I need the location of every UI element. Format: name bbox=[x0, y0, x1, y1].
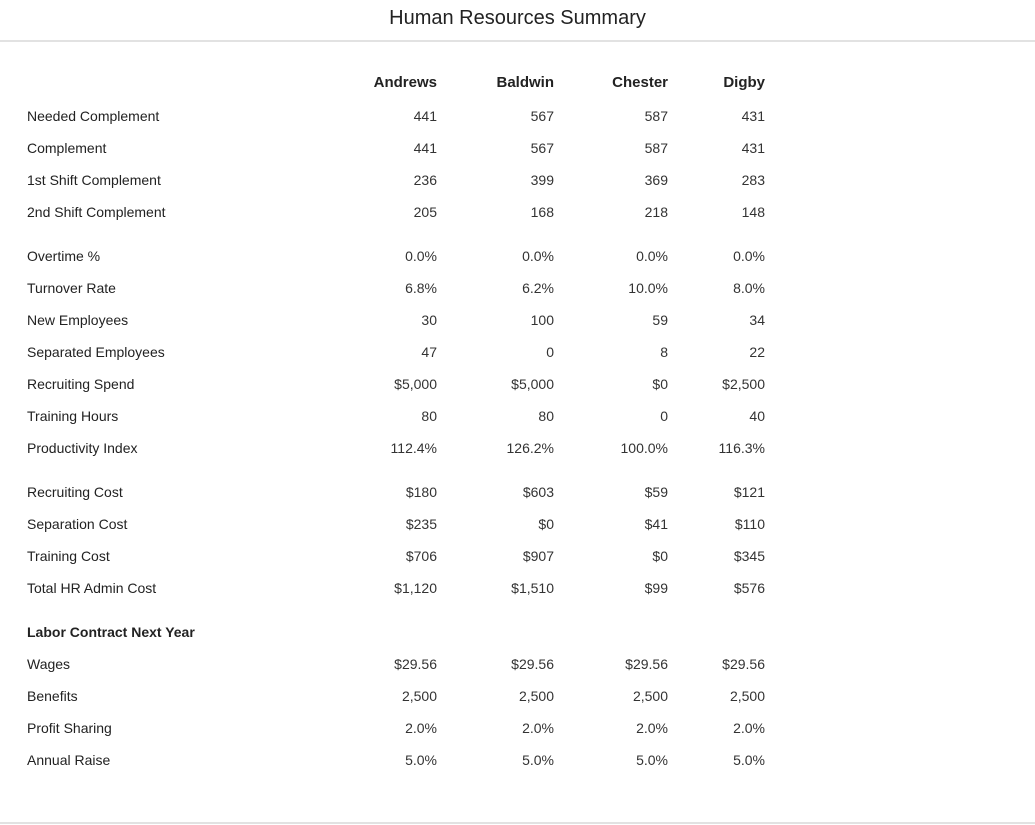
row-productivity-index bbox=[0, 438, 1035, 458]
cell-baldwin: 5.0% bbox=[522, 752, 554, 768]
cell-chester: 5.0% bbox=[636, 752, 668, 768]
cell-chester: 587 bbox=[644, 108, 668, 124]
cell-andrews: 47 bbox=[421, 344, 437, 360]
cell-andrews: $235 bbox=[405, 516, 437, 532]
cell-digby: 2,500 bbox=[729, 688, 765, 704]
row-label: New Employees bbox=[27, 312, 129, 328]
cell-chester: 587 bbox=[644, 140, 668, 156]
cell-digby: 5.0% bbox=[733, 752, 765, 768]
cell-baldwin: $0 bbox=[538, 516, 554, 532]
cell-chester: $99 bbox=[644, 580, 668, 596]
page-title: Human Resources Summary bbox=[389, 7, 646, 29]
column-header-baldwin: Baldwin bbox=[496, 74, 554, 91]
row-label: 2nd Shift Complement bbox=[27, 204, 166, 220]
cell-baldwin: $29.56 bbox=[511, 656, 554, 672]
row-separated-employees bbox=[0, 342, 1035, 362]
cell-chester: 59 bbox=[652, 312, 668, 328]
row-label: Turnover Rate bbox=[27, 280, 116, 296]
cell-digby: 34 bbox=[749, 312, 765, 328]
cell-chester: 2,500 bbox=[632, 688, 668, 704]
row-training-hours bbox=[0, 406, 1035, 426]
row-wages bbox=[0, 654, 1035, 674]
cell-baldwin: $1,510 bbox=[511, 580, 554, 596]
cell-chester: 10.0% bbox=[628, 280, 668, 296]
row-label: Overtime % bbox=[27, 248, 101, 264]
row-label: Needed Complement bbox=[27, 108, 160, 124]
cell-andrews: $5,000 bbox=[394, 376, 437, 392]
cell-chester: $0 bbox=[652, 376, 668, 392]
cell-chester: 8 bbox=[660, 344, 668, 360]
column-header-chester: Chester bbox=[612, 74, 668, 91]
cell-andrews: 30 bbox=[421, 312, 437, 328]
cell-baldwin: $603 bbox=[522, 484, 554, 500]
cell-baldwin: 399 bbox=[530, 172, 554, 188]
cell-chester: 369 bbox=[644, 172, 668, 188]
cell-andrews: 80 bbox=[421, 408, 437, 424]
row-label: Total HR Admin Cost bbox=[27, 580, 157, 596]
cell-baldwin: 0 bbox=[546, 344, 554, 360]
cell-andrews: $1,120 bbox=[394, 580, 437, 596]
cell-andrews: 6.8% bbox=[405, 280, 437, 296]
row-recruiting-spend bbox=[0, 374, 1035, 394]
cell-andrews: 5.0% bbox=[405, 752, 437, 768]
row-label: Complement bbox=[27, 140, 107, 156]
cell-baldwin: 6.2% bbox=[522, 280, 554, 296]
cell-baldwin: 126.2% bbox=[506, 440, 554, 456]
row-profit-sharing bbox=[0, 718, 1035, 738]
cell-digby: $345 bbox=[733, 548, 765, 564]
row-label: Separated Employees bbox=[27, 344, 165, 360]
row-needed-complement bbox=[0, 106, 1035, 126]
cell-andrews: 441 bbox=[413, 140, 437, 156]
cell-chester: 100.0% bbox=[620, 440, 668, 456]
row-1st-shift-complement bbox=[0, 170, 1035, 190]
row-label: Training Hours bbox=[27, 408, 119, 424]
cell-digby: 431 bbox=[741, 140, 765, 156]
cell-andrews: 112.4% bbox=[390, 440, 437, 456]
row-label: Productivity Index bbox=[27, 440, 138, 456]
cell-digby: 148 bbox=[741, 204, 765, 220]
cell-digby: $110 bbox=[734, 516, 765, 532]
cell-baldwin: 2,500 bbox=[518, 688, 554, 704]
cell-chester: $0 bbox=[652, 548, 668, 564]
cell-digby: $121 bbox=[733, 484, 765, 500]
cell-chester: 0.0% bbox=[636, 248, 668, 264]
column-header-andrews: Andrews bbox=[373, 74, 437, 91]
cell-chester: 0 bbox=[660, 408, 668, 424]
cell-andrews: 2,500 bbox=[401, 688, 437, 704]
section-heading: Labor Contract Next Year bbox=[27, 624, 195, 640]
section-heading-labor-contract bbox=[0, 622, 1035, 642]
row-benefits bbox=[0, 686, 1035, 706]
cell-chester: $29.56 bbox=[625, 656, 668, 672]
cell-baldwin: 0.0% bbox=[522, 248, 554, 264]
row-label: Separation Cost bbox=[27, 516, 128, 532]
cell-digby: $2,500 bbox=[722, 376, 765, 392]
cell-baldwin: $907 bbox=[522, 548, 554, 564]
row-training-cost bbox=[0, 546, 1035, 566]
cell-digby: 22 bbox=[749, 344, 765, 360]
cell-digby: 431 bbox=[741, 108, 765, 124]
cell-chester: $41 bbox=[644, 516, 668, 532]
row-separation-cost bbox=[0, 514, 1035, 534]
cell-baldwin: 100 bbox=[530, 312, 554, 328]
cell-andrews: $29.56 bbox=[394, 656, 437, 672]
row-annual-raise bbox=[0, 750, 1035, 770]
row-label: Recruiting Spend bbox=[27, 376, 135, 392]
cell-baldwin: 168 bbox=[530, 204, 554, 220]
cell-andrews: 441 bbox=[413, 108, 437, 124]
row-total-hr-admin-cost bbox=[0, 578, 1035, 598]
cell-andrews: 236 bbox=[413, 172, 437, 188]
cell-chester: 218 bbox=[644, 204, 668, 220]
row-recruiting-cost bbox=[0, 482, 1035, 502]
cell-andrews: 205 bbox=[413, 204, 437, 220]
cell-digby: $576 bbox=[733, 580, 765, 596]
cell-chester: $59 bbox=[644, 484, 668, 500]
bottom-divider bbox=[0, 822, 1035, 824]
row-turnover-rate bbox=[0, 278, 1035, 298]
row-label: Training Cost bbox=[27, 548, 110, 564]
cell-digby: 40 bbox=[749, 408, 765, 424]
cell-andrews: 0.0% bbox=[405, 248, 437, 264]
cell-digby: 283 bbox=[741, 172, 765, 188]
cell-digby: 2.0% bbox=[733, 720, 765, 736]
cell-digby: 116.3% bbox=[718, 440, 765, 456]
row-label: Wages bbox=[27, 656, 71, 672]
row-label: Profit Sharing bbox=[27, 720, 112, 736]
row-label: Annual Raise bbox=[27, 752, 111, 768]
cell-andrews: 2.0% bbox=[405, 720, 437, 736]
cell-digby: 8.0% bbox=[733, 280, 765, 296]
cell-chester: 2.0% bbox=[636, 720, 668, 736]
cell-andrews: $706 bbox=[405, 548, 437, 564]
cell-baldwin: 2.0% bbox=[522, 720, 554, 736]
cell-digby: 0.0% bbox=[733, 248, 765, 264]
row-new-employees bbox=[0, 310, 1035, 330]
row-2nd-shift-complement bbox=[0, 202, 1035, 222]
row-complement bbox=[0, 138, 1035, 158]
cell-baldwin: 567 bbox=[530, 140, 554, 156]
cell-digby: $29.56 bbox=[722, 656, 765, 672]
title-divider bbox=[0, 40, 1035, 42]
cell-baldwin: $5,000 bbox=[511, 376, 554, 392]
row-label: Recruiting Cost bbox=[27, 484, 123, 500]
cell-andrews: $180 bbox=[405, 484, 437, 500]
row-label: Benefits bbox=[27, 688, 78, 704]
cell-baldwin: 567 bbox=[530, 108, 554, 124]
cell-baldwin: 80 bbox=[538, 408, 554, 424]
column-header-digby: Digby bbox=[723, 74, 765, 91]
row-overtime bbox=[0, 246, 1035, 266]
row-label: 1st Shift Complement bbox=[27, 172, 161, 188]
